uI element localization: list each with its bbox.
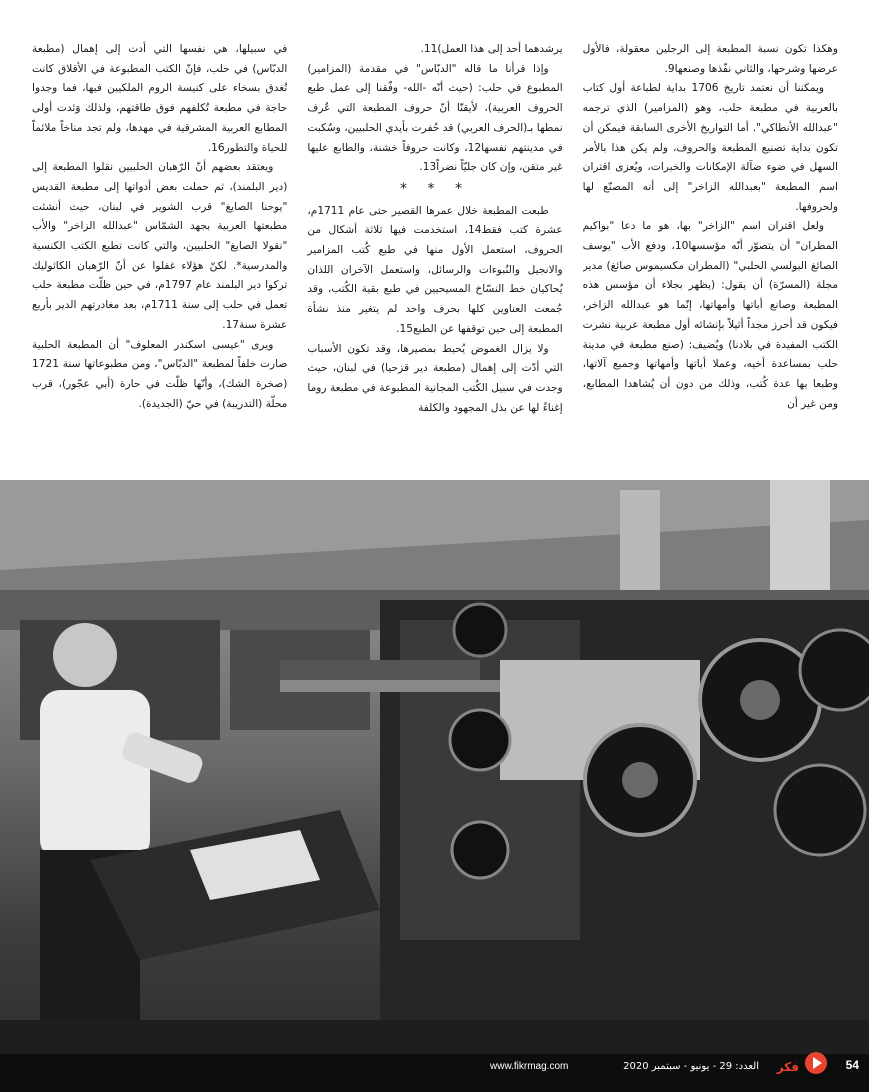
paragraph: في سبيلها، هي نفسها التي أدت إلى إهمال (مطبعة الدبّاس) في حلب، فإنّ الكتب المطبوعة في الأقلاق كانت تُغدق بسخاء على كنيسة الروم الملكيين فيها، فما وجدوا حاجة في مطبعة تُكلفهم فوق طاقتهم، ولذلك وَئدت أولى المطابع العربية المشرقية في مهدها، ولم تجد مناخاً ملائماً للحياة والتطور16.: [32, 43, 288, 154]
printing-press-illustration: [0, 480, 869, 1092]
paragraph: طبعت المطبعة خلال عمرها القصير حتى عام 1711م، عشرة كتب فقط14، استخدمت فيها ثلاثة أشكال من الحروف، استعمل الأول منها في طبع كُتب المزامير والانجيل والنُبوءات والرسائل، واستعمل الآخران اللذان يُحاكيان خط النسّاخ المسيحيين في طبع بقية الكُتب، وقد جُمعت العناوين كلها بحرف واحد لم يتغير منذ نشأة المطبعة إلى حين توقفها عن الطبع15.: [307, 204, 563, 335]
page-number: 54: [845, 1058, 859, 1072]
page-footer: [0, 1054, 869, 1092]
magazine-name: فكر: [776, 1060, 799, 1074]
paragraph: ويعتقد بعضهم أنّ الرّهبان الحلبيين نقلوا المطبعة إلى (دير البلمند)، ثم حملت بعض أدواتها إلى مطبعة القديس "يوحنا الصايغ" قرب الشوير في لبنان، حيث أنشئت مطبعتها العربية بجهد الشمّاس "عبدالله الزاخر" والأب "نقولا الصايغ" الحلبيين، والتي كانت تطبع الكتب الكنسية والمدرسية*. لكنّ هؤلاء غفلوا عن أنّ الرّهبان الكاثوليك تركوا دير البلمند عام 1797م، في حين ظلّت مطبعة حلب تعمل في حلب إلى سنة 1711م، بعد مغادرتهم الدير بأربع عشرة سنة17.: [32, 161, 288, 331]
paragraph: وإذا قرأنا ما قاله "الدبّاس" في مقدمة (المزامير) المطبوع في حلب: (حيث أنّه -الله- وفّقنا إلى عمل طبع الحروف العربية)، لأيقنّا أنّ حروف المطبعة التي عُرف نمطها بـ(الحرف العربي) قد حُفرت بأيدي الحلبيين، وسُكبت في مدينتهم نفسها12، وكانت حروفاً خشنة، والطابع عليها غير متقن، وإن كان جليّاً نضراً13.: [307, 62, 563, 174]
paragraph: ويمكننا أن نعتمد تاريخ 1706 بداية لطباعة أول كتاب بالعربية في مطبعة حلب، وهو (المزامير) الذي ترجمه "عبدالله الأنطاكي". أما التواريخ الأخرى السابقة فيمكن أن تكون بداية تصنيع المطبعة والحروف، ولم يكن هذا بالأمر السهل في ضوء ضآلة الإمكانات والخبرات، ويُعزى اقتران اسم المطبعة "بعبدالله الزاخر" إلى أنه المصنّع لها ولحروفها.: [582, 82, 838, 213]
paragraph: ويرى "عيسى اسكندر المعلوف" أن المطبعة الحلبية صارت خلفاً لمطبعة "الدبّاس"، ومن مطبوعاتها سنة 1721 (صخرة الشك)، وأنّها ظلّت في حارة (أبي عجّور)، قرب محلّة (التدريبة) في حيّ (الجديدة).: [32, 338, 288, 410]
text-column-left: [32, 40, 287, 470]
paragraph: يرشدهما أحد إلى هذا العمل)11.: [420, 43, 563, 55]
text-column-middle: [307, 40, 562, 470]
paragraph: ولعل اقتران اسم "الزاخر" بها، هو ما دعا "بواكيم المطران" أن يتصوّر أنّه مؤسسها10، ودفع الأب "يوسف الصائغ البولسي الحلبي" (المطران مكسيموس صائغ) مدير مجلة (المسرّة) أن يقول: (يظهر بجلاء أن مؤسس هذه المطبعة وصانع أباتها وأمهاتها، إنّما هو عبدالله الزاخر، فيكون قد أحرز مجداً أثيلاً بإنشائه أول مطبعة عربية نشرت الكتب المفيدة في بلادنا) ويُضيف: (صنع مطبعة في مدينة حلب بمساعدة أخيه، وعملا أباتها وأمهاتها وجميع آلاتها، وطبعا بها عدة كُتب، وذلك من دون أن يُشاهدا المطابع، ومن غير أن: [582, 220, 838, 410]
printing-press-photo: [0, 480, 869, 1092]
paragraph: ولا يزال الغموض يُحيط بمصيرها، وقد تكون الأسباب التي أدّت إلى إهمال (مطبعة دير قزحيا) في لبنان، حيث وجدت في سبيل الكُتب المجانية المطبوعة في مطبعة روما إغناءً لها عن بذل المجهود والكلفة: [307, 342, 563, 414]
issue-info: العدد: 29 - يونيو - سبتمبر 2020: [623, 1061, 759, 1072]
magazine-logo-icon: [805, 1052, 827, 1074]
section-separator: * * *: [400, 180, 470, 197]
website-link[interactable]: www.fikrmag.com: [490, 1061, 569, 1072]
article-body: [32, 40, 838, 470]
paragraph: وهكذا تكون نسبة المطبعة إلى الرجلين معقولة، فالأول عرضها وشرحها، والثاني نفّذها وصنعها9.: [582, 43, 838, 75]
text-column-right: [583, 40, 838, 470]
